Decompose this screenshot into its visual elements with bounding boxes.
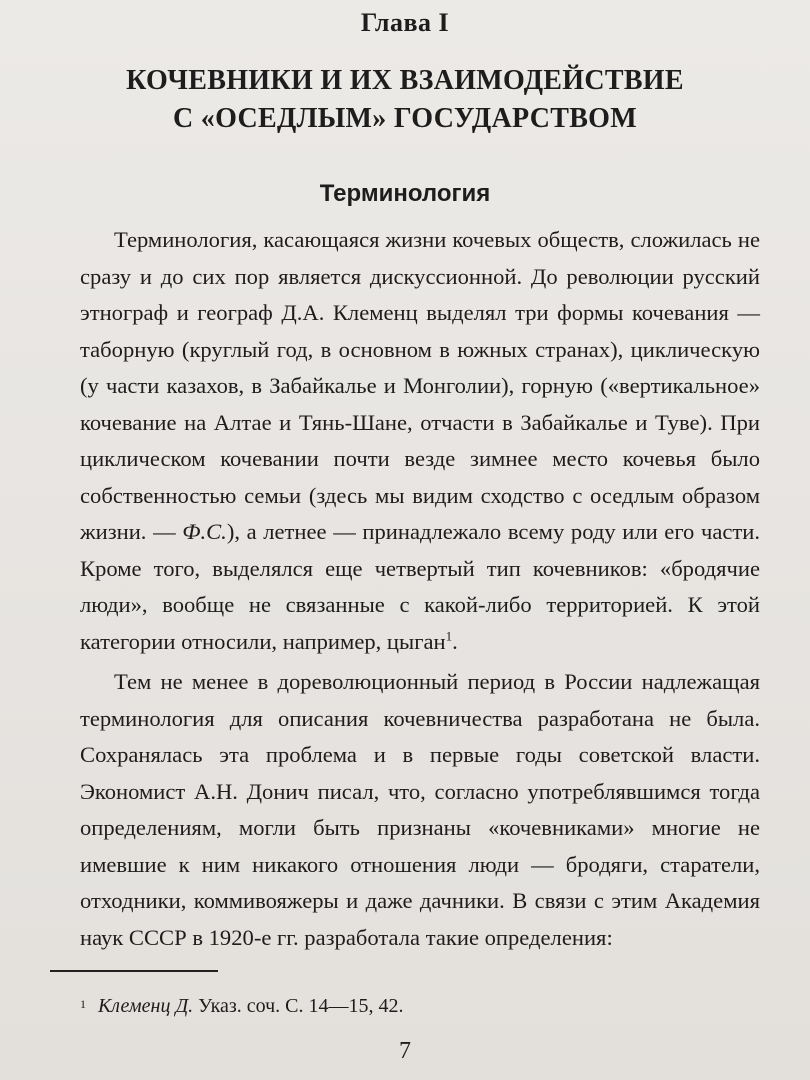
footnote-number: 1	[80, 997, 86, 1011]
footnote-divider	[50, 970, 218, 972]
paragraph-1-part-2: ), а летнее — принадлежало всему роду или его части. Кроме того, выделялся еще четвертый тип кочевников: «бродячие люди», вообще не связанные с какой-либо территорией. К этой категории относили, например, цыган	[80, 519, 760, 654]
paragraph-1: Терминология, касающаяся жизни кочевых обществ, сложилась не сразу и до сих пор является дискуссионной. До революции русский этнограф и географ Д.А. Клеменц выделял три формы кочевания — таборную (круглый год, в основном в южных странах), циклическую (у части казахов, в Забайкалье и Монголии), горную («вертикальное» кочевание на Алтае и Тянь-Шане, отчасти в Забайкалье и Туве). При циклическом кочевании почти везде зимнее место кочевья было собственностью семьи (здесь мы видим сходство с оседлым образом жизни. — Ф.С.), а летнее — принадлежало всему роду или его части. Кроме того, выделялся еще четвертый тип кочевников: «бродячие люди», вообще не связанные с какой-либо территорией. К этой категории относили, например, цыган$^1$.	[80, 227, 760, 654]
paragraph-1-part-1: Терминология, касающаяся жизни кочевых обществ, сложилась не сразу и до сих пор является дискуссионной. До революции русский этнограф и географ Д.А. Клеменц выделял три формы кочевания — таборную (круглый год, в основном в южных странах), циклическую (у части казахов, в Забайкалье и Монголии), горную («вертикальное» кочевание на Алтае и Тянь-Шане, отчасти в Забайкалье и Туве). При циклическом кочевании почти везде зимнее место кочевья было собственностью семьи (здесь мы видим сходство с оседлым образом жизни. —	[80, 227, 760, 544]
page-number: 7	[399, 1038, 411, 1064]
footnote-text: Указ. соч. С. 14—15, 42.	[193, 995, 404, 1017]
chapter-title-line-2: С «ОСЕДЛЫМ» ГОСУДАРСТВОМ	[172, 103, 637, 134]
section-title: Терминология	[319, 180, 491, 207]
chapter-label: Глава I	[360, 8, 450, 37]
author-initials: Ф.С.	[182, 519, 227, 544]
body-text	[80, 222, 760, 956]
footnote	[80, 992, 740, 1020]
paragraph-2: Тем не менее в дореволюционный период в России надлежащая терминология для описания кочевничества разработана не была. Сохранялась эта проблема и в первые годы советской власти. Экономист А.Н. Донич писал, что, согласно употреблявшимся тогда определениям, могли быть признаны «кочевниками» многие не имевшие к ним никакого отношения люди — бродяги, старатели, отходники, коммивояжеры и даже дачники. В связи с этим Академия наук СССР в 1920-е гг. разработала такие определения:	[80, 669, 760, 950]
footnote-author: Клеменц Д.	[98, 995, 194, 1017]
footnote-reference[interactable]: 1	[445, 627, 453, 643]
chapter-title-line-1: КОЧЕВНИКИ И ИХ ВЗАИМОДЕЙСТВИЕ	[126, 65, 684, 96]
chapter-title	[60, 62, 750, 138]
